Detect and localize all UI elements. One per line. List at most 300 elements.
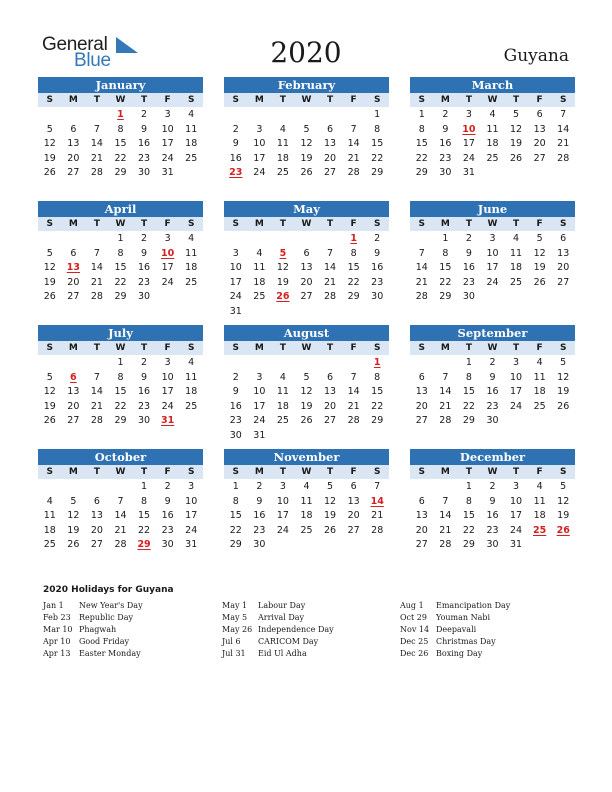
- day-cell: 29: [114, 291, 127, 302]
- holiday-item: [222, 636, 392, 648]
- empty-day-cell: [318, 108, 342, 123]
- day-cell: 15: [439, 262, 452, 273]
- day-cell: 16: [462, 262, 475, 273]
- day-cell: 23: [138, 276, 151, 288]
- day-cell: 28: [90, 415, 103, 426]
- day-cell: 14: [557, 123, 570, 135]
- weekday-label: W: [301, 219, 312, 229]
- day-cell: 11: [185, 123, 198, 135]
- day-cell: 6: [350, 481, 357, 492]
- day-cell: 25: [185, 276, 198, 288]
- empty-day-cell: [318, 356, 342, 371]
- month-title: November: [224, 449, 389, 465]
- day-cell: 28: [439, 539, 452, 550]
- day-cell: 17: [253, 152, 266, 164]
- day-cell: 14: [324, 262, 337, 273]
- month-march: [410, 77, 575, 181]
- weekday-label: T: [465, 467, 472, 477]
- empty-day-cell: [295, 356, 319, 371]
- day-cell: 20: [347, 510, 360, 521]
- day-cell: 9: [141, 371, 148, 383]
- day-cell: 12: [43, 262, 56, 273]
- empty-day-cell: [248, 356, 272, 371]
- day-cell: 23: [371, 276, 384, 288]
- day-cell: 14: [347, 386, 360, 397]
- day-cell: 18: [185, 262, 198, 273]
- empty-day-cell: [410, 232, 434, 247]
- holiday-name: Good Friday: [79, 637, 130, 646]
- weekday-label: S: [418, 95, 426, 105]
- holiday-day-cell: 1: [117, 109, 124, 120]
- holiday-day-cell: 23: [229, 167, 243, 178]
- day-cell: 27: [533, 152, 546, 164]
- day-cell: 11: [253, 262, 266, 273]
- holiday-day-cell: 29: [137, 539, 151, 550]
- holiday-column: [43, 600, 213, 660]
- day-cell: 20: [300, 276, 313, 288]
- day-cell: 7: [418, 247, 425, 259]
- day-cell: 9: [442, 123, 449, 135]
- day-cell: 18: [533, 510, 546, 521]
- day-cell: 28: [371, 524, 384, 536]
- day-cell: 3: [164, 233, 171, 244]
- day-cell: 20: [90, 524, 103, 536]
- empty-day-cell: [62, 108, 86, 123]
- month-title: February: [224, 77, 389, 93]
- day-cell: 9: [141, 123, 148, 135]
- day-cell: 16: [439, 138, 452, 149]
- weekday-label: T: [279, 467, 286, 477]
- day-cell: 2: [256, 481, 263, 492]
- day-cell: 16: [229, 152, 242, 164]
- day-cell: 2: [465, 233, 472, 244]
- day-cell: 23: [161, 524, 174, 536]
- holiday-day-cell: 14: [370, 495, 384, 507]
- day-cell: 13: [415, 386, 428, 397]
- empty-day-cell: [434, 356, 458, 371]
- weekday-label: T: [326, 343, 334, 353]
- holiday-name: New Year's Day: [79, 601, 143, 610]
- day-cell: 23: [138, 400, 151, 412]
- day-cell: 9: [489, 495, 496, 507]
- day-grid: [224, 108, 389, 181]
- day-cell: 29: [371, 415, 384, 426]
- day-cell: 9: [141, 247, 148, 259]
- day-cell: 15: [462, 386, 475, 397]
- holiday-name: CARICOM Day: [258, 637, 319, 646]
- holiday-day-cell: 10: [462, 123, 476, 135]
- day-cell: 13: [324, 138, 337, 149]
- day-cell: 2: [141, 109, 148, 120]
- day-cell: 12: [557, 495, 570, 507]
- day-cell: 15: [462, 510, 475, 521]
- day-cell: 22: [229, 524, 242, 536]
- weekday-header: [224, 93, 389, 107]
- weekday-header: [38, 217, 203, 231]
- holiday-name: Easter Monday: [79, 649, 141, 658]
- day-cell: 17: [161, 138, 174, 149]
- day-cell: 26: [43, 415, 56, 426]
- empty-day-cell: [410, 356, 434, 371]
- day-cell: 30: [138, 291, 151, 302]
- day-cell: 21: [557, 138, 570, 149]
- day-cell: 10: [185, 495, 198, 507]
- day-cell: 24: [276, 524, 289, 536]
- day-cell: 1: [117, 357, 124, 368]
- day-cell: 24: [161, 400, 174, 412]
- day-cell: 18: [43, 524, 56, 536]
- day-cell: 23: [486, 524, 499, 536]
- day-cell: 8: [465, 495, 472, 507]
- day-cell: 19: [533, 262, 546, 273]
- day-cell: 30: [229, 429, 242, 441]
- day-cell: 6: [93, 495, 100, 507]
- month-title: June: [410, 201, 575, 217]
- day-cell: 19: [43, 152, 56, 164]
- day-cell: 16: [138, 138, 151, 149]
- day-cell: 1: [232, 481, 239, 492]
- empty-day-cell: [85, 480, 109, 495]
- day-cell: 30: [253, 539, 266, 550]
- weekday-label: M: [68, 343, 78, 353]
- holiday-date: May 26: [222, 625, 253, 634]
- month-title: May: [224, 201, 389, 217]
- day-cell: 13: [300, 262, 313, 273]
- day-cell: 3: [279, 481, 286, 492]
- holiday-date: Oct 29: [400, 613, 427, 622]
- day-cell: 12: [324, 495, 337, 507]
- day-cell: 25: [486, 152, 499, 164]
- day-cell: 18: [276, 400, 289, 412]
- day-cell: 14: [114, 510, 127, 521]
- day-cell: 22: [138, 524, 151, 536]
- day-cell: 21: [114, 524, 127, 536]
- weekday-label: T: [326, 219, 334, 229]
- day-cell: 10: [510, 495, 523, 507]
- day-cell: 16: [486, 510, 499, 521]
- day-cell: 6: [536, 109, 543, 120]
- day-cell: 28: [90, 167, 103, 178]
- day-cell: 5: [513, 109, 520, 120]
- day-cell: 17: [276, 510, 289, 521]
- day-cell: 2: [141, 233, 148, 244]
- day-cell: 14: [90, 138, 103, 149]
- holiday-date: May 1: [222, 601, 248, 610]
- day-cell: 29: [114, 167, 127, 178]
- weekday-label: S: [46, 219, 54, 229]
- weekday-label: S: [46, 95, 54, 105]
- day-cell: 14: [347, 138, 360, 149]
- day-cell: 3: [256, 371, 263, 383]
- day-cell: 3: [164, 109, 171, 120]
- weekday-label: F: [350, 467, 357, 477]
- day-cell: 20: [415, 400, 428, 412]
- day-cell: 17: [161, 262, 174, 273]
- day-cell: 6: [418, 495, 425, 507]
- day-cell: 22: [371, 400, 384, 412]
- day-cell: 7: [350, 123, 357, 135]
- weekday-label: M: [68, 219, 78, 229]
- month-may: [224, 201, 389, 319]
- day-cell: 25: [300, 524, 313, 536]
- day-cell: 13: [90, 510, 103, 521]
- weekday-label: F: [164, 467, 171, 477]
- day-cell: 22: [371, 152, 384, 164]
- weekday-label: W: [301, 95, 312, 105]
- day-cell: 20: [67, 152, 80, 164]
- month-title: October: [38, 449, 203, 465]
- day-cell: 3: [465, 109, 472, 120]
- day-cell: 23: [229, 415, 242, 426]
- day-cell: 26: [557, 400, 570, 412]
- day-grid: [410, 232, 575, 305]
- holiday-name: Labour Day: [258, 601, 306, 610]
- day-cell: 19: [557, 510, 570, 521]
- day-cell: 13: [67, 138, 80, 149]
- month-october: [38, 449, 203, 553]
- day-cell: 22: [462, 400, 475, 412]
- weekday-label: W: [115, 95, 126, 105]
- day-cell: 11: [300, 495, 313, 507]
- weekday-label: W: [487, 467, 498, 477]
- day-cell: 17: [510, 510, 523, 521]
- day-cell: 12: [67, 510, 80, 521]
- holiday-day-cell: 1: [350, 233, 357, 244]
- weekday-header: [410, 465, 575, 479]
- weekday-label: T: [140, 95, 148, 105]
- day-cell: 23: [138, 152, 151, 164]
- holiday-name: Republic Day: [79, 613, 133, 622]
- month-january: [38, 77, 203, 181]
- day-cell: 28: [347, 415, 360, 426]
- day-cell: 6: [560, 233, 567, 244]
- day-cell: 25: [253, 291, 266, 302]
- day-cell: 27: [67, 291, 80, 302]
- day-cell: 11: [533, 495, 546, 507]
- day-cell: 12: [510, 123, 523, 135]
- day-cell: 9: [232, 138, 239, 149]
- holiday-item: [400, 648, 570, 660]
- day-cell: 18: [185, 386, 198, 397]
- day-cell: 20: [67, 276, 80, 288]
- day-cell: 10: [161, 371, 174, 383]
- holiday-date: Aug 1: [400, 601, 424, 610]
- weekday-label: S: [187, 219, 195, 229]
- empty-day-cell: [38, 356, 62, 371]
- weekday-label: W: [487, 95, 498, 105]
- day-cell: 15: [114, 386, 127, 397]
- day-cell: 23: [462, 276, 475, 288]
- empty-day-cell: [224, 108, 248, 123]
- empty-day-cell: [224, 232, 248, 247]
- weekday-label: W: [115, 343, 126, 353]
- day-cell: 16: [229, 400, 242, 412]
- day-cell: 7: [327, 247, 334, 259]
- empty-day-cell: [109, 480, 133, 495]
- empty-day-cell: [342, 356, 366, 371]
- day-cell: 14: [90, 262, 103, 273]
- day-cell: 28: [114, 539, 127, 550]
- day-cell: 2: [489, 481, 496, 492]
- day-cell: 6: [70, 123, 77, 135]
- weekday-label: M: [254, 219, 264, 229]
- weekday-label: S: [232, 467, 240, 477]
- day-cell: 27: [324, 167, 337, 178]
- empty-day-cell: [248, 108, 272, 123]
- empty-day-cell: [318, 232, 342, 247]
- day-cell: 24: [510, 524, 523, 536]
- weekday-label: T: [512, 343, 520, 353]
- day-cell: 1: [418, 109, 425, 120]
- day-grid: [38, 356, 203, 429]
- weekday-label: S: [418, 467, 426, 477]
- holiday-name: Boxing Day: [436, 649, 483, 658]
- day-cell: 24: [161, 276, 174, 288]
- day-cell: 5: [46, 123, 53, 135]
- day-cell: 12: [557, 371, 570, 383]
- day-cell: 4: [536, 357, 543, 368]
- weekday-label: T: [140, 343, 148, 353]
- empty-day-cell: [85, 108, 109, 123]
- logo-text-general: General: [42, 34, 108, 55]
- day-cell: 13: [347, 495, 360, 507]
- day-cell: 8: [117, 123, 124, 135]
- day-cell: 18: [185, 138, 198, 149]
- holiday-name: Phagwah: [79, 625, 117, 634]
- weekday-label: S: [373, 219, 381, 229]
- day-cell: 11: [510, 247, 523, 259]
- day-cell: 26: [43, 291, 56, 302]
- day-cell: 14: [439, 510, 452, 521]
- weekday-label: M: [440, 95, 450, 105]
- day-cell: 8: [350, 247, 357, 259]
- day-cell: 26: [300, 415, 313, 426]
- weekday-label: F: [350, 343, 357, 353]
- day-cell: 5: [536, 233, 543, 244]
- day-cell: 24: [253, 415, 266, 426]
- month-title: August: [224, 325, 389, 341]
- day-cell: 29: [371, 167, 384, 178]
- day-cell: 18: [533, 386, 546, 397]
- holiday-date: Jul 6: [222, 637, 241, 646]
- day-cell: 31: [462, 167, 475, 178]
- day-cell: 11: [276, 138, 289, 149]
- weekday-label: F: [164, 343, 171, 353]
- weekday-header: [38, 465, 203, 479]
- weekday-label: T: [140, 219, 148, 229]
- day-cell: 9: [164, 495, 171, 507]
- day-cell: 20: [415, 524, 428, 536]
- day-cell: 19: [324, 510, 337, 521]
- day-cell: 15: [114, 138, 127, 149]
- day-cell: 1: [465, 481, 472, 492]
- day-cell: 19: [43, 276, 56, 288]
- weekday-label: W: [487, 343, 498, 353]
- day-cell: 25: [185, 152, 198, 164]
- holiday-date: Apr 10: [43, 637, 71, 646]
- day-cell: 8: [117, 371, 124, 383]
- empty-day-cell: [410, 480, 434, 495]
- weekday-label: T: [93, 95, 100, 105]
- day-cell: 27: [415, 539, 428, 550]
- day-cell: 9: [256, 495, 263, 507]
- empty-day-cell: [295, 232, 319, 247]
- day-cell: 10: [161, 123, 174, 135]
- weekday-label: W: [301, 343, 312, 353]
- day-cell: 24: [510, 400, 523, 412]
- day-cell: 21: [439, 400, 452, 412]
- empty-day-cell: [434, 480, 458, 495]
- day-cell: 12: [43, 386, 56, 397]
- weekday-label: T: [140, 467, 148, 477]
- month-december: [410, 449, 575, 553]
- empty-day-cell: [248, 232, 272, 247]
- day-grid: [38, 108, 203, 181]
- day-cell: 20: [67, 400, 80, 412]
- day-cell: 15: [415, 138, 428, 149]
- empty-day-cell: [62, 232, 86, 247]
- weekday-label: S: [187, 95, 195, 105]
- weekday-label: S: [559, 219, 567, 229]
- day-cell: 1: [442, 233, 449, 244]
- day-cell: 21: [415, 276, 428, 288]
- day-cell: 28: [557, 152, 570, 164]
- month-february: [224, 77, 389, 181]
- day-cell: 10: [276, 495, 289, 507]
- day-cell: 31: [510, 539, 523, 550]
- weekday-label: F: [164, 219, 171, 229]
- day-cell: 17: [185, 510, 198, 521]
- day-cell: 3: [188, 481, 195, 492]
- day-cell: 25: [533, 400, 546, 412]
- month-june: [410, 201, 575, 305]
- month-title: September: [410, 325, 575, 341]
- day-cell: 4: [188, 233, 195, 244]
- weekday-header: [410, 341, 575, 355]
- day-cell: 3: [513, 357, 520, 368]
- day-cell: 19: [510, 138, 523, 149]
- weekday-label: M: [440, 219, 450, 229]
- weekday-label: S: [559, 95, 567, 105]
- day-cell: 27: [557, 276, 570, 288]
- day-cell: 28: [324, 291, 337, 302]
- day-cell: 17: [486, 262, 499, 273]
- day-cell: 12: [300, 138, 313, 149]
- holiday-name: Arrival Day: [258, 613, 305, 622]
- weekday-label: T: [326, 95, 334, 105]
- day-cell: 19: [43, 400, 56, 412]
- day-cell: 5: [70, 495, 77, 507]
- month-title: April: [38, 201, 203, 217]
- country-name: Guyana: [503, 46, 569, 66]
- logo-triangle-icon: [116, 37, 138, 53]
- day-cell: 31: [229, 305, 242, 317]
- weekday-label: T: [512, 467, 520, 477]
- day-cell: 23: [253, 524, 266, 536]
- holiday-item: [43, 636, 213, 648]
- weekday-label: S: [232, 343, 240, 353]
- day-cell: 11: [276, 386, 289, 397]
- day-cell: 13: [557, 247, 570, 259]
- day-cell: 6: [327, 123, 334, 135]
- day-cell: 1: [141, 481, 148, 492]
- day-cell: 2: [489, 357, 496, 368]
- day-grid: [410, 108, 575, 181]
- day-cell: 27: [67, 167, 80, 178]
- day-cell: 3: [489, 233, 496, 244]
- day-cell: 30: [138, 167, 151, 178]
- day-cell: 17: [161, 386, 174, 397]
